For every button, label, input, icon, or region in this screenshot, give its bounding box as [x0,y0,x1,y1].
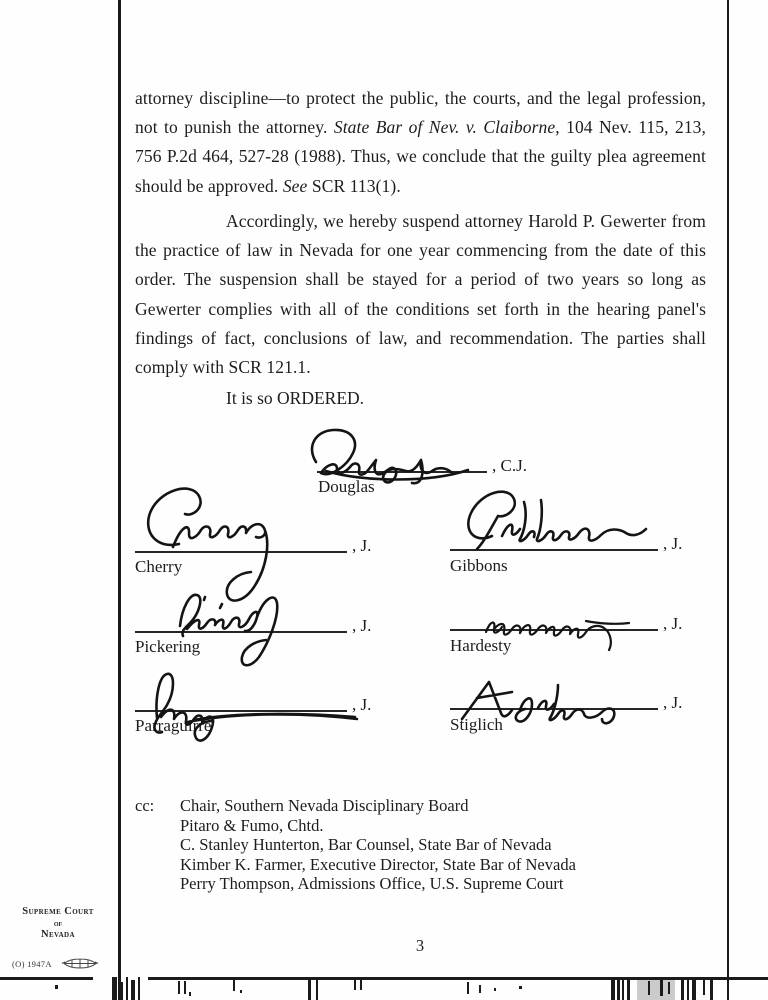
hardesty-suffix: , J. [663,614,683,633]
scan-noise [308,977,311,1000]
scan-noise [681,977,684,1000]
seal-ornament-icon [61,956,99,971]
court-name-line2: of [53,918,63,928]
scan-noise [316,977,318,1000]
court-stamp [8,906,108,941]
cc-label: cc: [135,796,155,815]
gibbons-name: Gibbons [450,556,508,575]
scan-noise [668,982,670,994]
paragraph-2: Accordingly, we hereby suspend attorney Harold P. Gewerter from the practice of law in Nevada for one year commencing from the date of this order. The suspension shall be stayed for a period of two years so long as Gewerter complies with all of the conditions set forth in the hearing panel's findings of fact, conclusions of law, and recommendation. The parties shall comply with SCR 121.1. [135,211,706,378]
stiglich-suffix: , J. [663,693,683,712]
right-margin-rule [727,0,729,1000]
pickering-name: Pickering [135,637,201,656]
paragraph-1-text-3: SCR 113(1). [307,175,401,196]
court-name-line3: Nevada [41,929,75,940]
hardesty-name: Hardesty [450,636,512,655]
case-citation: State Bar of Nev. v. Claiborne [333,117,556,138]
scan-noise [617,980,620,1000]
cc-recipient: C. Stanley Hunterton, Bar Counsel, State Bar of Nevada [180,835,552,854]
cherry-name: Cherry [135,557,183,576]
scan-noise [131,980,135,1000]
court-name-line1: Supreme Court [22,906,94,917]
scan-noise [138,977,140,1000]
scan-noise [519,986,522,989]
scan-noise [627,979,630,1000]
scan-noise [692,977,696,1000]
scan-noise [467,982,469,994]
scan-noise [126,977,128,1000]
scan-noise [233,980,235,991]
pickering-suffix: , J. [352,616,372,635]
form-code: (O) 1947A [12,958,52,969]
ordered-line: It is so ORDERED. [226,388,365,408]
signature-parraguirre [126,664,371,744]
scan-noise [55,985,58,989]
scan-noise [189,992,191,996]
cc-recipient-list [180,796,700,894]
signature-gibbons [444,484,662,558]
parraguirre-suffix: , J. [352,695,372,714]
form-code-row [12,956,99,971]
scan-noise [611,977,615,1000]
signature-stiglich [448,671,646,729]
signature-pickering [156,580,341,672]
scan-edge-line [0,977,93,980]
gibbons-suffix: , J. [663,534,683,553]
douglas-name: Douglas [318,477,375,496]
scan-noise [710,978,713,1000]
scan-noise [184,981,186,994]
left-margin-rule [118,0,121,1000]
cc-recipient: Kimber K. Farmer, Executive Director, State Bar of Nevada [180,854,576,874]
scan-noise [360,980,362,990]
cherry-suffix: , J. [352,536,372,555]
scan-noise [622,977,624,1000]
cc-recipient: Pitaro & Fumo, Chtd. [180,815,324,835]
scan-edge-line [148,977,768,980]
scan-noise [354,980,356,990]
paragraph-1-text-2: , 104 Nev. 115, 213, 756 P.2d 464, 527-28 (1988). Thus, we conclude that the guilty plea agreement should be approved. [135,117,706,196]
cc-recipient: Perry Thompson, Admissions Office, U.S. Supreme Court [180,874,564,893]
scan-noise [703,980,705,995]
see-signal: See [282,175,308,196]
scan-noise [687,979,689,1000]
parraguirre-name: Parraguirre [135,716,212,735]
scan-noise [660,979,663,996]
scan-noise [178,981,180,994]
paragraph-1-text: attorney discipline—to protect the public, the courts, and the legal profession, not to punish the attorney. [135,88,706,138]
douglas-suffix: , C.J. [492,456,527,475]
scan-noise [120,982,123,1000]
scan-noise [494,988,496,991]
paragraph-1 [135,84,706,201]
signature-hardesty [473,594,648,652]
cc-recipient: Chair, Southern Nevada Disciplinary Board [180,796,469,815]
scan-noise [112,977,117,1000]
stiglich-name: Stiglich [450,715,503,734]
scan-noise [648,981,650,995]
page-number: 3 [415,936,425,955]
scan-noise [240,990,242,993]
scan-noise [479,985,481,993]
